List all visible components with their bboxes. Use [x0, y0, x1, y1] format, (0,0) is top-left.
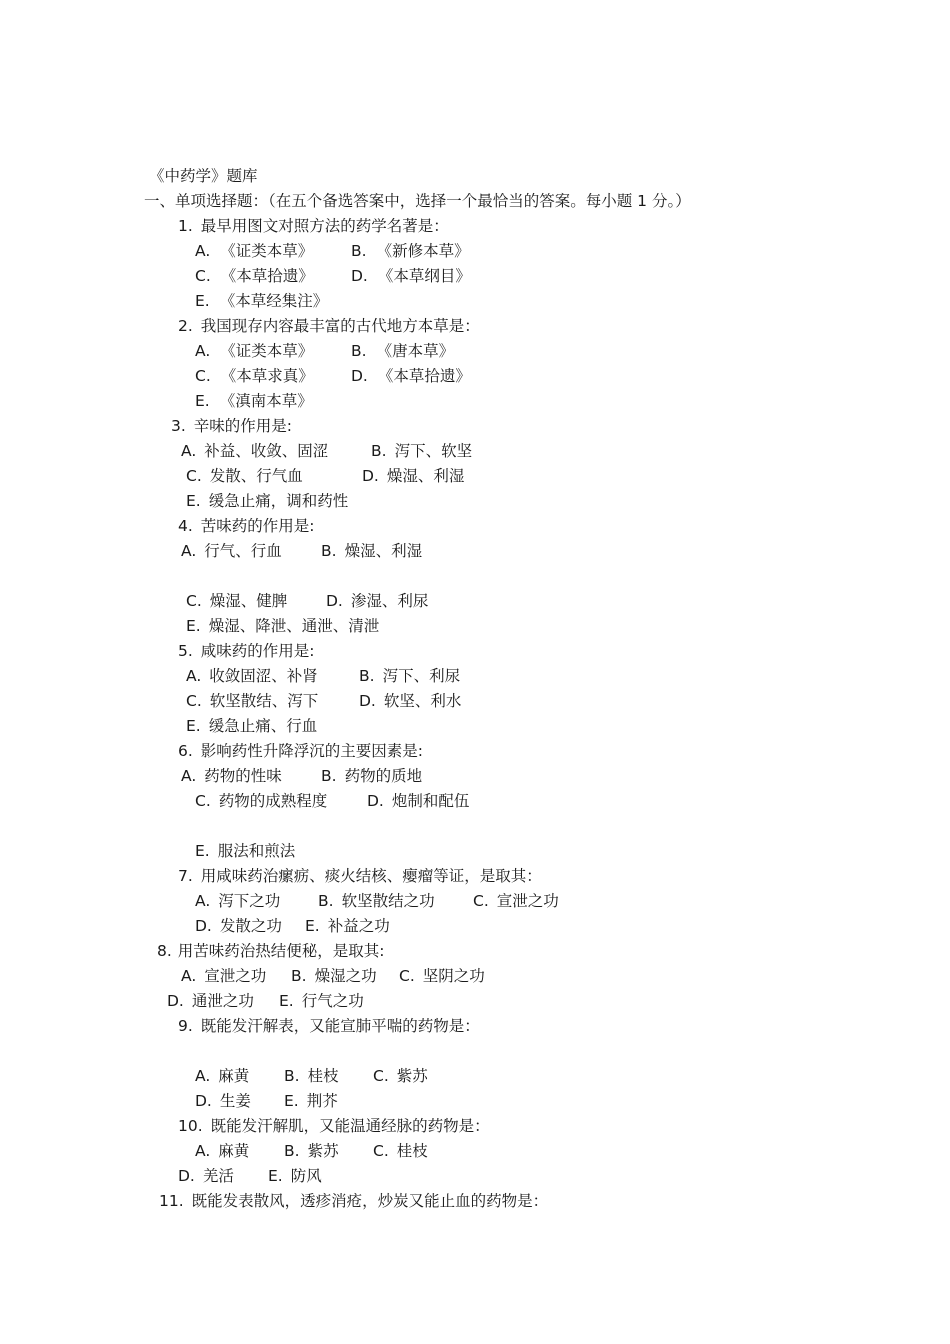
- text-run: 发散之功: [219, 917, 282, 935]
- question-10-option-e: [268, 1166, 322, 1186]
- text-run: 《新修本草》: [376, 242, 470, 260]
- question-3-option-c: [186, 466, 303, 486]
- text-run: D.: [359, 692, 376, 710]
- text-run: C.: [473, 892, 489, 910]
- question-1-option-d: [351, 266, 471, 286]
- question-10-stem: [178, 1116, 490, 1136]
- text-run: B.: [371, 442, 387, 460]
- text-run: 宣泄之功: [204, 967, 267, 985]
- question-9-option-a: [195, 1066, 249, 1086]
- text-run: E.: [279, 992, 294, 1010]
- question-11-stem: [159, 1191, 548, 1211]
- question-9-option-c: [373, 1066, 428, 1086]
- text-run: 防风: [290, 1167, 322, 1185]
- text-run: 发散、行气血: [209, 467, 303, 485]
- question-7-option-c: [473, 891, 559, 911]
- text-run: 《中药学》题库: [149, 167, 258, 185]
- text-run: 一、单项选择题：（在五个备选答案中，选择一个最恰当的答案。每小题 1 分。）: [144, 192, 691, 210]
- text-run: E.: [195, 842, 210, 860]
- text-run: 泻下、利尿: [382, 667, 461, 685]
- text-run: 苦味药的作用是:: [200, 517, 315, 535]
- text-run: 紫苏: [307, 1142, 339, 1160]
- question-3-option-b: [371, 441, 472, 461]
- text-run: 既能发汗解肌，又能温通经脉的药物是：: [210, 1117, 490, 1135]
- question-3-option-e: [186, 491, 348, 511]
- text-run: A.: [195, 1142, 211, 1160]
- question-2-stem: [178, 316, 480, 336]
- text-run: C.: [195, 267, 211, 285]
- text-run: 《本草经集注》: [219, 292, 329, 310]
- text-run: A.: [181, 767, 197, 785]
- text-run: 泻下、软坚: [394, 442, 473, 460]
- question-4-option-b: [321, 541, 422, 561]
- text-run: 泻下之功: [218, 892, 281, 910]
- text-run: 《本草纲目》: [377, 267, 471, 285]
- text-run: C.: [186, 592, 202, 610]
- question-2-option-d: [351, 366, 471, 386]
- text-run: C.: [373, 1067, 389, 1085]
- question-3-stem: [171, 416, 292, 436]
- text-run: 燥湿、利湿: [344, 542, 423, 560]
- text-run: 影响药性升降浮沉的主要因素是:: [200, 742, 424, 760]
- question-7-stem: [178, 866, 542, 886]
- text-run: B.: [284, 1142, 300, 1160]
- text-run: 桂枝: [307, 1067, 339, 1085]
- question-9-option-b: [284, 1066, 339, 1086]
- text-run: E.: [284, 1092, 299, 1110]
- text-run: 收敛固涩、补肾: [209, 667, 318, 685]
- text-run: D.: [351, 367, 368, 385]
- text-run: A.: [181, 967, 197, 985]
- question-7-option-b: [318, 891, 435, 911]
- question-5-option-b: [359, 666, 460, 686]
- text-run: A.: [181, 442, 197, 460]
- text-run: A.: [195, 1067, 211, 1085]
- text-run: 10.: [178, 1117, 203, 1135]
- question-4-option-e: [186, 616, 379, 636]
- section-heading: [144, 191, 691, 211]
- text-run: 桂枝: [396, 1142, 428, 1160]
- text-run: 药物的性味: [204, 767, 282, 785]
- question-8-option-c: [399, 966, 485, 986]
- text-run: 燥湿、健脾: [209, 592, 288, 610]
- text-run: A.: [195, 892, 211, 910]
- text-run: 《唐本草》: [376, 342, 455, 360]
- text-run: D.: [367, 792, 384, 810]
- text-run: 生姜: [219, 1092, 251, 1110]
- text-run: 燥湿、利湿: [386, 467, 465, 485]
- text-run: B.: [359, 667, 375, 685]
- question-5-option-e: [186, 716, 317, 736]
- question-8-option-e: [279, 991, 364, 1011]
- text-run: B.: [291, 967, 307, 985]
- text-run: 5.: [178, 642, 193, 660]
- text-run: 行气、行血: [204, 542, 282, 560]
- text-run: 缓急止痛，调和药性: [208, 492, 349, 510]
- text-run: 9.: [178, 1017, 193, 1035]
- text-run: 通泄之功: [191, 992, 254, 1010]
- text-run: 行气之功: [301, 992, 364, 1010]
- text-run: 羌活: [202, 1167, 234, 1185]
- question-4-option-d: [326, 591, 428, 611]
- text-run: 既能发汗解表，又能宣肺平喘的药物是：: [200, 1017, 480, 1035]
- question-8-option-d: [167, 991, 254, 1011]
- text-run: A.: [186, 667, 202, 685]
- text-run: D.: [195, 1092, 212, 1110]
- text-run: C.: [373, 1142, 389, 1160]
- text-run: 《本草求真》: [220, 367, 314, 385]
- text-run: B.: [351, 242, 367, 260]
- text-run: 既能发表散风，透疹消疮，炒炭又能止血的药物是：: [191, 1192, 549, 1210]
- text-run: A.: [195, 242, 211, 260]
- text-run: 宣泄之功: [496, 892, 559, 910]
- text-run: C.: [186, 692, 202, 710]
- text-run: B.: [284, 1067, 300, 1085]
- text-run: 《本草拾遗》: [377, 367, 471, 385]
- text-run: E.: [305, 917, 320, 935]
- text-run: 燥湿、降泄、通泄、清泄: [208, 617, 380, 635]
- question-6-option-e: [195, 841, 295, 861]
- question-9-option-e: [284, 1091, 338, 1111]
- text-run: 补益之功: [327, 917, 390, 935]
- text-run: E.: [195, 392, 210, 410]
- document-title: [149, 166, 258, 186]
- text-run: A.: [181, 542, 197, 560]
- text-run: 软坚、利水: [383, 692, 462, 710]
- question-7-option-e: [305, 916, 390, 936]
- question-9-option-d: [195, 1091, 251, 1111]
- question-4-option-c: [186, 591, 287, 611]
- text-run: 11.: [159, 1192, 184, 1210]
- text-run: D.: [178, 1167, 195, 1185]
- question-2-option-b: [351, 341, 454, 361]
- question-1-option-c: [195, 266, 314, 286]
- question-5-option-c: [186, 691, 318, 711]
- text-run: E.: [195, 292, 210, 310]
- question-5-option-a: [186, 666, 318, 686]
- text-run: 软坚散结之功: [341, 892, 435, 910]
- text-run: D.: [351, 267, 368, 285]
- question-7-option-d: [195, 916, 282, 936]
- text-run: 我国现存内容最丰富的古代地方本草是：: [200, 317, 480, 335]
- text-run: B.: [321, 542, 337, 560]
- question-10-option-b: [284, 1141, 339, 1161]
- question-3-option-a: [181, 441, 328, 461]
- question-1-option-b: [351, 241, 470, 261]
- text-run: C.: [195, 792, 211, 810]
- question-2-option-e: [195, 391, 313, 411]
- text-run: 紫苏: [396, 1067, 428, 1085]
- text-run: 1.: [178, 217, 193, 235]
- text-run: D.: [326, 592, 343, 610]
- text-run: 咸味药的作用是:: [200, 642, 315, 660]
- text-run: 麻黄: [218, 1067, 250, 1085]
- text-run: 《滇南本草》: [219, 392, 313, 410]
- text-run: D.: [362, 467, 379, 485]
- question-6-stem: [178, 741, 423, 761]
- question-2-option-c: [195, 366, 314, 386]
- text-run: 渗湿、利尿: [350, 592, 429, 610]
- question-3-option-d: [362, 466, 464, 486]
- text-run: D.: [167, 992, 184, 1010]
- text-run: A.: [195, 342, 211, 360]
- text-run: 炮制和配伍: [391, 792, 470, 810]
- text-run: 最早用图文对照方法的药学名著是：: [200, 217, 449, 235]
- text-run: 3.: [171, 417, 186, 435]
- text-run: 麻黄: [218, 1142, 250, 1160]
- text-run: 4.: [178, 517, 193, 535]
- text-run: 服法和煎法: [217, 842, 296, 860]
- question-8-stem: [157, 941, 385, 961]
- text-run: 《证类本草》: [220, 342, 314, 360]
- question-6-option-c: [195, 791, 327, 811]
- text-run: 6.: [178, 742, 193, 760]
- question-6-option-a: [181, 766, 282, 786]
- question-10-option-d: [178, 1166, 234, 1186]
- text-run: 用咸味药治瘰疬、痰火结核、瘿瘤等证，是取其：: [200, 867, 542, 885]
- text-run: 《证类本草》: [220, 242, 314, 260]
- text-run: 辛味的作用是:: [193, 417, 293, 435]
- text-run: D.: [195, 917, 212, 935]
- question-4-stem: [178, 516, 315, 536]
- question-5-option-d: [359, 691, 461, 711]
- text-run: 8.: [157, 942, 172, 960]
- text-run: 药物的成熟程度: [218, 792, 328, 810]
- question-5-stem: [178, 641, 315, 661]
- question-2-option-a: [195, 341, 313, 361]
- text-run: 2.: [178, 317, 193, 335]
- text-run: C.: [195, 367, 211, 385]
- text-run: E.: [186, 717, 201, 735]
- text-run: 软坚散结、泻下: [209, 692, 319, 710]
- question-8-option-b: [291, 966, 377, 986]
- text-run: C.: [186, 467, 202, 485]
- text-run: 燥湿之功: [314, 967, 377, 985]
- text-run: C.: [399, 967, 415, 985]
- text-run: E.: [186, 617, 201, 635]
- question-1-option-e: [195, 291, 328, 311]
- question-9-stem: [178, 1016, 480, 1036]
- text-run: 《本草拾遗》: [220, 267, 314, 285]
- text-run: B.: [351, 342, 367, 360]
- question-6-option-b: [321, 766, 422, 786]
- question-7-option-a: [195, 891, 280, 911]
- text-run: 坚阴之功: [422, 967, 485, 985]
- question-1-option-a: [195, 241, 313, 261]
- text-run: 用苦味药治热结便秘，是取其:: [177, 942, 385, 960]
- text-run: 补益、收敛、固涩: [204, 442, 329, 460]
- text-run: 荆芥: [306, 1092, 338, 1110]
- question-10-option-c: [373, 1141, 428, 1161]
- question-4-option-a: [181, 541, 282, 561]
- question-1-stem: [178, 216, 449, 236]
- text-run: E.: [268, 1167, 283, 1185]
- text-run: E.: [186, 492, 201, 510]
- question-6-option-d: [367, 791, 469, 811]
- text-run: 7.: [178, 867, 193, 885]
- text-run: 药物的质地: [344, 767, 423, 785]
- text-run: B.: [321, 767, 337, 785]
- question-8-option-a: [181, 966, 266, 986]
- question-10-option-a: [195, 1141, 249, 1161]
- text-run: 缓急止痛、行血: [208, 717, 318, 735]
- text-run: B.: [318, 892, 334, 910]
